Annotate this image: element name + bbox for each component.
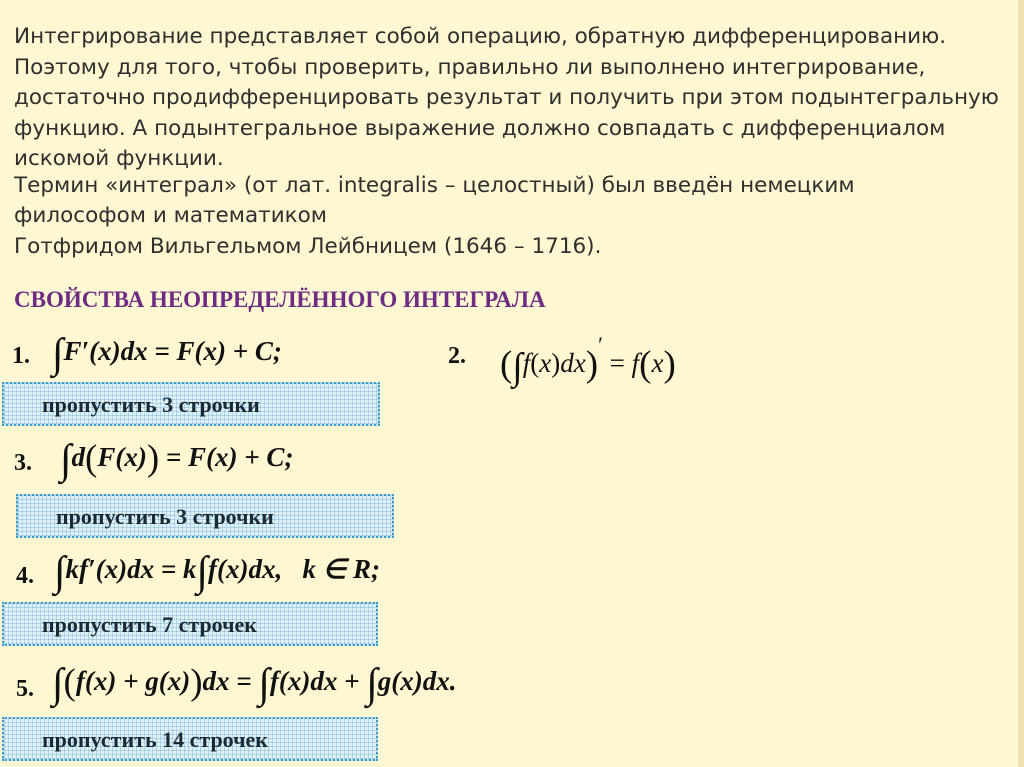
property-1-number: 1. [12,343,30,369]
skip-box [2,382,380,426]
property-5-number: 5. [16,676,34,702]
skip-box [2,602,378,646]
intro-line: функцию. А подынтегральное выражение должно совпадать с дифференциалом [14,115,946,141]
intro-text [14,22,1022,262]
property-4-number: 4. [16,563,34,589]
intro-line: философом и математиком [14,203,328,228]
property-3-formula: ∫d(F(x)) = F(x) + C; [60,437,294,483]
property-1-formula: ∫F′(x)dx = F(x) + C; [52,331,282,377]
intro-line: Поэтому для того, чтобы проверить, правильно ли выполнено интегрирование, [14,54,926,80]
property-3-number: 3. [14,450,32,476]
skip-label: пропустить 7 строчек [42,612,257,637]
property-2-formula: (∫f(x)dx)′ = f(x) [500,332,676,388]
intro-line: Интегрирование представляет собой операцию, обратную дифференцированию. [14,24,947,49]
skip-label: пропустить 3 строчки [56,504,274,529]
skip-label: пропустить 14 строчек [42,727,268,752]
skip-box [16,494,394,538]
skip-box [2,717,378,761]
property-5-formula: ∫(f(x) + g(x))dx = ∫f(x)dx + ∫g(x)dx. [52,661,457,707]
property-2-number: 2. [448,343,466,369]
intro-line: достаточно продифференцировать результат и получить при этом подынтегральную [14,85,999,110]
intro-line: Готфридом Вильгельмом Лейбницем (1646 – 1716). [14,233,602,259]
property-4-formula: ∫kf′(x)dx = k∫f(x)dx, k ∈ R; [54,549,380,595]
intro-line: искомой функции. [14,146,224,171]
skip-label: пропустить 3 строчки [42,392,260,417]
section-heading: СВОЙСТВА НЕОПРЕДЕЛЁННОГО ИНТЕГРАЛА [14,287,546,312]
intro-line: Термин «интеграл» (от лат. integralis – целостный) был введён немецким [14,172,855,198]
